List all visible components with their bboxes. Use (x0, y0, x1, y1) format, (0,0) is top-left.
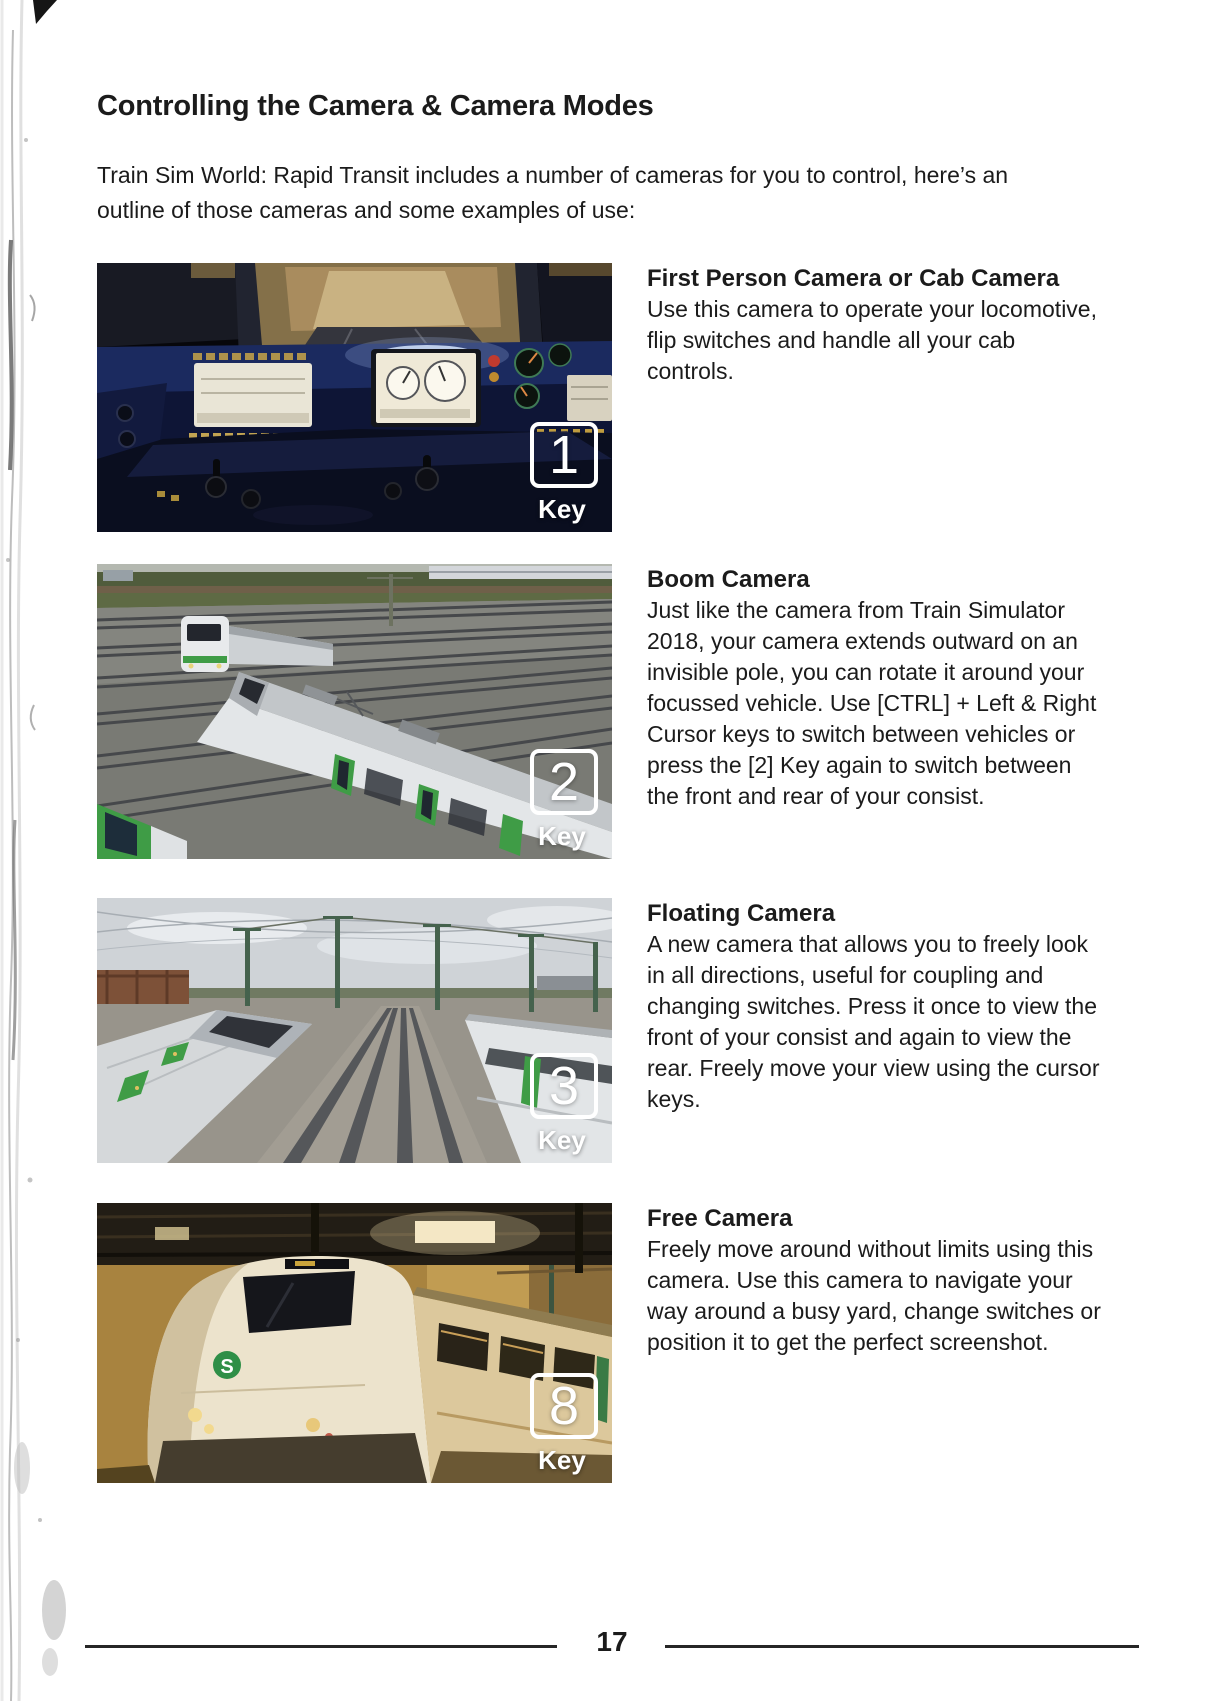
photo-cab-camera (97, 263, 612, 532)
key-label: Key (538, 821, 586, 851)
section-body: Freely move around without limits using this camera. Use this camera to navigate your way around a busy yard, change switches or position it to get the perfect screenshot. (647, 1236, 1101, 1355)
key-number: 2 (548, 752, 580, 812)
track-overview-illustration (97, 898, 612, 1163)
section-body: Use this camera to operate your locomotive, flip switches and handle all your cab controls. (647, 296, 1097, 384)
key-badge (530, 1053, 598, 1119)
key-label: Key (538, 1445, 586, 1475)
footer-rule-left (85, 1645, 557, 1648)
section-heading: Floating Camera (647, 900, 836, 927)
intro-paragraph: Train Sim World: Rapid Transit includes a number of cameras for you to control, here’s an outline of those cameras and some examples of use: (97, 162, 1009, 223)
key-label: Key (538, 494, 586, 524)
rail-yard-illustration (97, 564, 612, 859)
key-number: 3 (548, 1056, 580, 1116)
page-edge-texture (0, 0, 72, 1701)
key-label: Key (538, 1125, 586, 1155)
photo-free-camera (97, 1203, 612, 1483)
section-heading: Free Camera (647, 1205, 793, 1232)
section-body: A new camera that allows you to freely look in all directions, useful for coupling and changing switches. Press it once to view the front of your consist and again to view the rear. Freely move your view using the cursor keys. (647, 931, 1100, 1112)
page-number: 17 (596, 1626, 628, 1657)
key-badge (530, 422, 598, 488)
key-badge (530, 749, 598, 815)
section-heading: Boom Camera (647, 566, 810, 593)
footer-rule-right (665, 1645, 1139, 1648)
cab-interior-illustration (97, 263, 612, 532)
svg-text:S: S (220, 1356, 234, 1378)
section-heading: First Person Camera or Cab Camera (647, 265, 1060, 292)
station-train-illustration (97, 1203, 612, 1483)
photo-boom-camera (97, 564, 612, 859)
section-body: Just like the camera from Train Simulator 2018, your camera extends outward on an invisible pole, you can rotate it around your focussed vehicle. Use [CTRL] + Left & Right Cursor keys to switch between vehicles or press the [2] Key again to switch between the front and rear of your consist. (647, 597, 1097, 809)
photo-floating-camera (97, 898, 612, 1163)
page-title: Controlling the Camera & Camera Modes (97, 90, 654, 122)
key-number: 8 (548, 1376, 580, 1436)
key-number: 1 (548, 425, 580, 485)
key-badge (530, 1373, 598, 1439)
